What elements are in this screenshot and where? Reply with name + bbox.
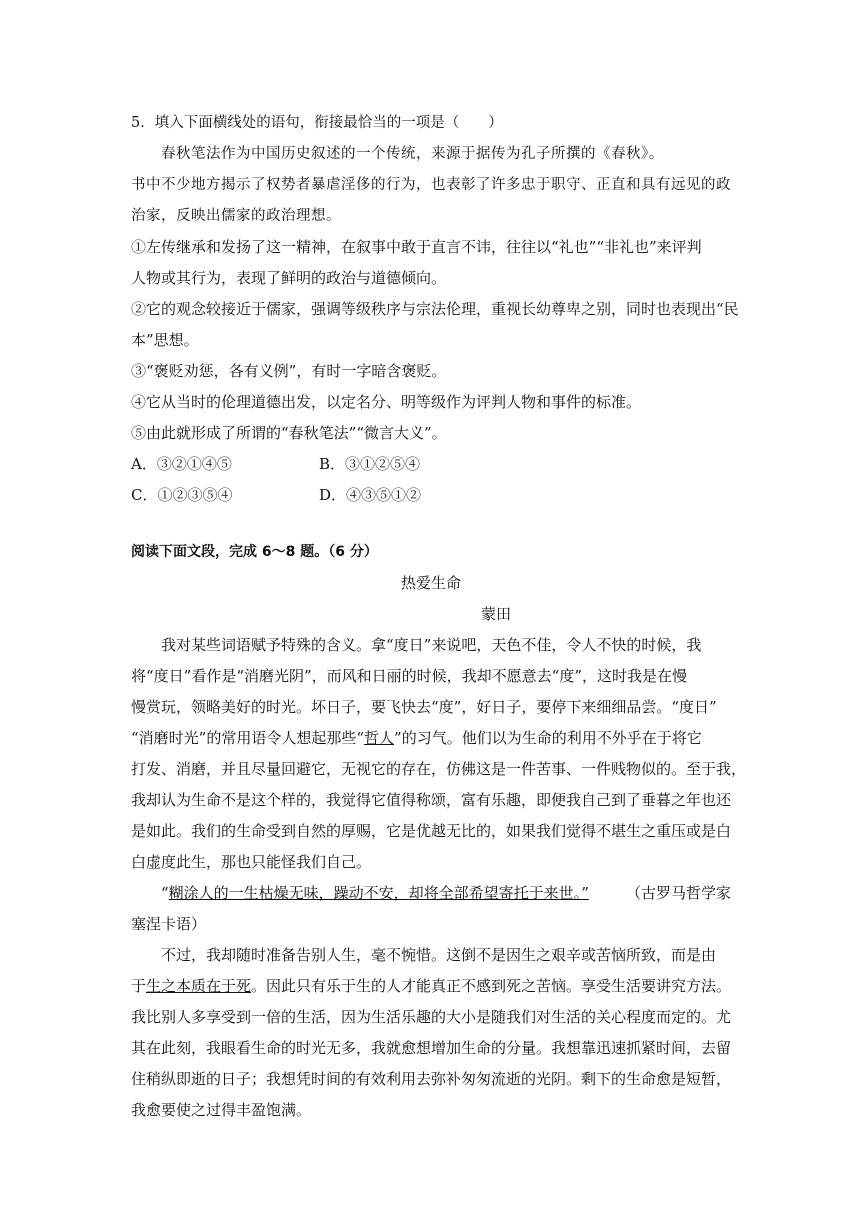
paragraph-line: 打发、消磨，并且尽量回避它，无视它的存在，仿佛这是一件苦事、一件贱物似的。至于我， bbox=[131, 760, 747, 778]
document-page bbox=[131, 108, 747, 1126]
paragraph-line: 慢赏玩，领略美好的时光。坏日子，要飞快去“度”，好日子，要停下来细细品尝。“度日” bbox=[131, 698, 717, 716]
option-d[interactable]: D．④③⑤①② bbox=[319, 486, 422, 504]
paragraph-text: “消磨时光”的常用语令人想起那些“ bbox=[131, 729, 365, 747]
quote-source: （古罗马哲学家 bbox=[625, 884, 731, 902]
paragraph-text: 。因此只有乐于生的人才能真正不感到死之苦恼。享受生活要讲究方法。 bbox=[251, 977, 732, 995]
sentence-line: ①左传继承和发扬了这一精神，在叙事中敢于直言不讳，往往以“礼也”“非礼也”来评判 bbox=[131, 238, 702, 256]
sentence-line: 人物或其行为，表现了鲜明的政治与道德倾向。 bbox=[131, 269, 447, 287]
quote-source-cont: 塞涅卡语） bbox=[131, 915, 207, 933]
reading-instruction: 阅读下面文段，完成 6～8 题。（6 分） bbox=[131, 544, 378, 560]
options-row bbox=[131, 480, 731, 511]
paragraph-text: ”的习气。他们以为生命的利用不外乎在于将它 bbox=[394, 729, 702, 747]
paragraph-line: 其在此刻，我眼看生命的时光无多，我就愈想增加生命的分量。我想靠迅速抓紧时间，去留 bbox=[131, 1039, 732, 1057]
quote-mark: ” bbox=[581, 884, 589, 902]
paragraph-line bbox=[131, 723, 731, 754]
paragraph-line: 我愈要使之过得丰盈饱满。 bbox=[131, 1101, 312, 1119]
article-title: 热爱生命 bbox=[400, 574, 461, 592]
paragraph-line: 我比别人多享受到一倍的生活，因为生活乐趣的大小是随我们对生活的关心程度而定的。尤 bbox=[131, 1008, 732, 1026]
quote-text: 糊涂人的一生枯燥无味，躁动不安，却将全部希望寄托于来世。 bbox=[168, 884, 582, 902]
article-author: 蒙田 bbox=[481, 605, 512, 623]
sentence-line: 本”思想。 bbox=[131, 331, 199, 349]
passage-line: 春秋笔法作为中国历史叙述的一个传统，来源于据传为孔子所撰的《春秋》。 bbox=[161, 146, 664, 162]
sentence-line: ④它从当时的伦理道德出发，以定名分、明等级作为评判人物和事件的标准。 bbox=[131, 393, 642, 411]
paragraph-line: 我对某些词语赋予特殊的含义。拿“度日”来说吧，天色不佳，令人不快的时候，我 bbox=[161, 636, 702, 654]
paragraph-line: 我却认为生命不是这个样的，我觉得它值得称颂，富有乐趣，即便我自己到了垂暮之年也还 bbox=[131, 791, 732, 809]
passage-line: 书中不少地方揭示了权势者暴虐淫侈的行为，也表彰了许多忠于职守、正直和具有远见的政 bbox=[131, 177, 731, 193]
option-a[interactable]: A．③②①④⑤ bbox=[131, 455, 232, 473]
sentence-line: ②它的观念较接近于儒家，强调等级秩序与宗法伦理，重视长幼尊卑之别，同时也表现出“民 bbox=[131, 300, 739, 318]
sentence-line: ③“褒贬劝惩，各有义例”，有时一字暗含褒贬。 bbox=[131, 362, 447, 380]
paragraph-line: 是如此。我们的生命受到自然的厚赐，它是优越无比的，如果我们觉得不堪生之重压或是白 bbox=[131, 822, 732, 840]
paragraph-text: 于 bbox=[131, 977, 147, 995]
passage-line: 治家，反映出儒家的政治理想。 bbox=[131, 208, 341, 224]
underlined-phrase: 生之本质在于死 bbox=[146, 977, 252, 995]
paragraph-line bbox=[131, 971, 731, 1002]
paragraph-line: 住稍纵即逝的日子；我想凭时间的有效利用去弥补匆匆流逝的光阴。剩下的生命愈是短暂， bbox=[131, 1070, 732, 1088]
option-b[interactable]: B．③①②⑤④ bbox=[319, 455, 421, 473]
options-row bbox=[131, 449, 731, 480]
sentence-line: ⑤由此就形成了所谓的“春秋笔法”“微言大义”。 bbox=[131, 424, 447, 442]
quote bbox=[131, 878, 589, 909]
paragraph-line: 将“度日”看作是“消磨光阴”，而风和日丽的时候，我却不愿意去“度”，这时我是在慢 bbox=[131, 667, 688, 685]
paragraph-line: 白虚度此生，那也只能怪我们自己。 bbox=[131, 853, 372, 871]
quote-mark: “ bbox=[161, 884, 169, 902]
underlined-term: 哲人 bbox=[364, 729, 395, 747]
quote-line bbox=[131, 878, 731, 909]
option-c[interactable]: C．①②③⑤④ bbox=[131, 486, 233, 504]
paragraph-line: 不过，我却随时准备告别人生，毫不惋惜。这倒不是因生之艰辛或苦恼所致，而是由 bbox=[161, 946, 717, 964]
question-5-title: 5．填入下面横线处的语句，衔接最恰当的一项是（ ） bbox=[131, 115, 503, 131]
